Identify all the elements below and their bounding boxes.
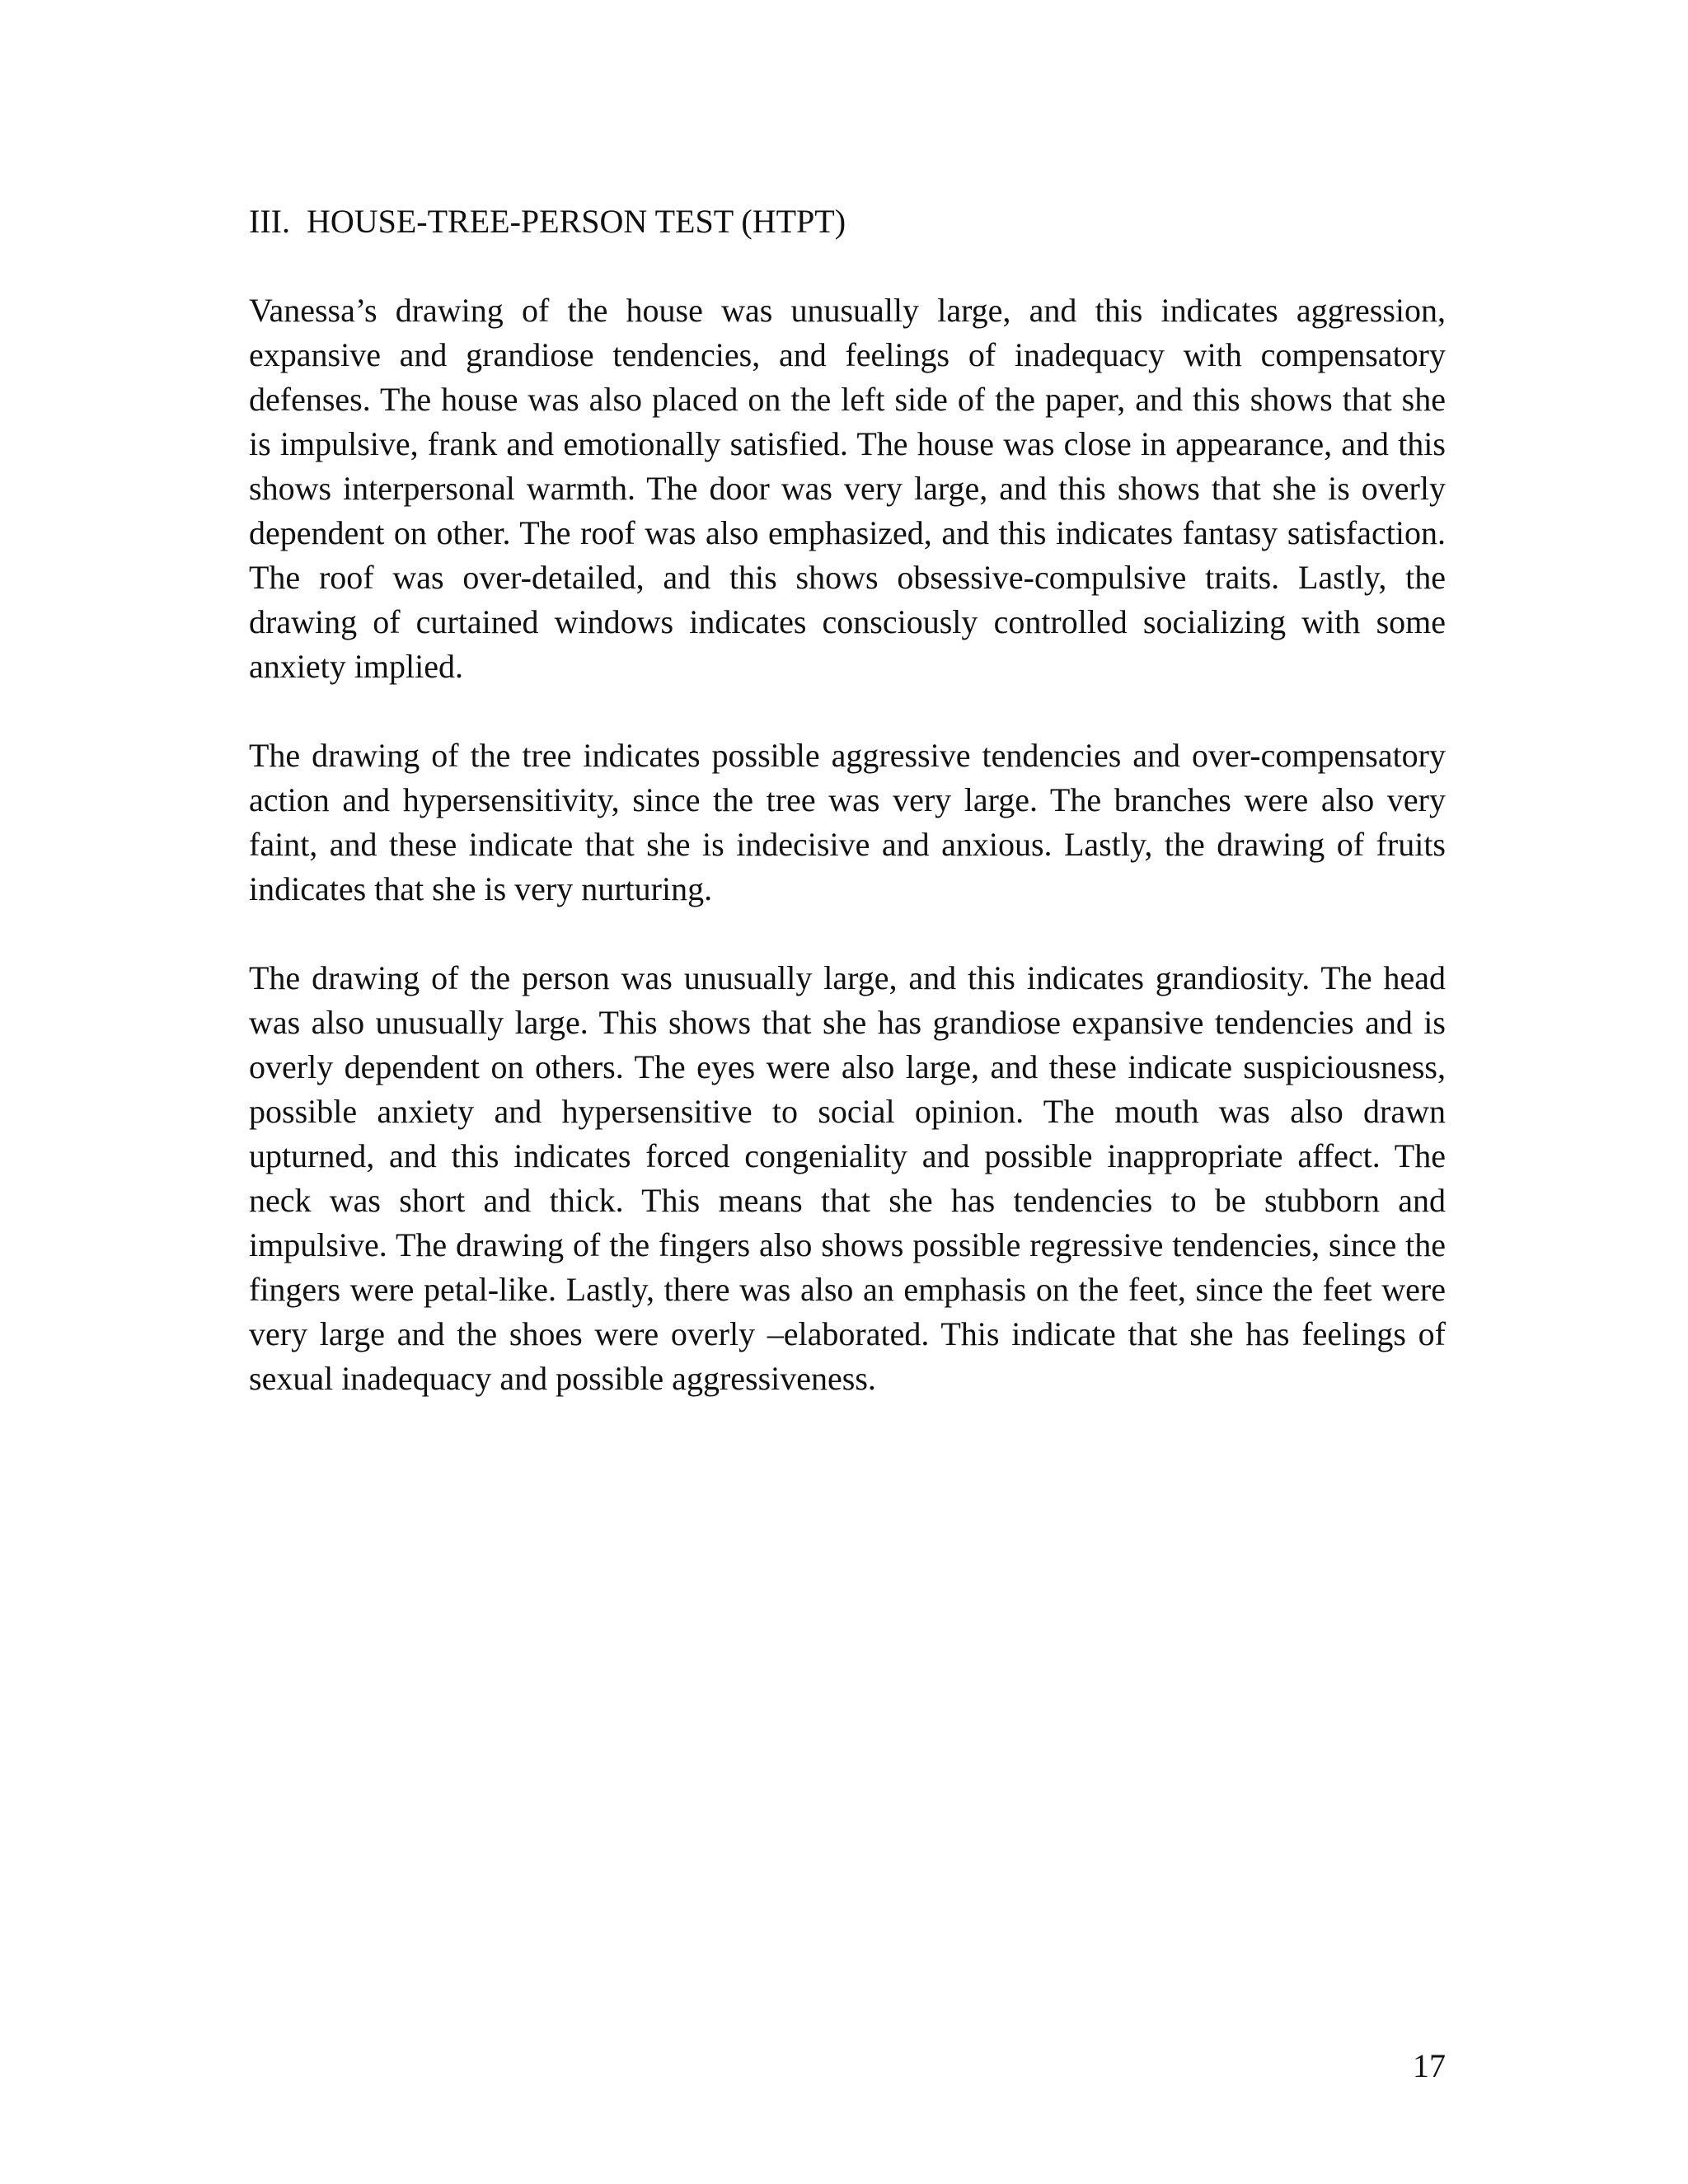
page-number: 17 [1413, 2047, 1446, 2084]
page-content [249, 199, 1446, 1401]
section-heading: III. HOUSE-TREE-PERSON TEST (HTPT) [249, 203, 846, 240]
paragraph-person: The drawing of the person was unusually large, and this indicates grandiosity. The head was also unusually large. This shows that she has grandiose expansive tendencies and is overly dependent on others. The eyes were also large, and these indicate suspiciousness, possible anxiety and hypersensitive to social opinion. The mouth was also drawn upturned, and this indicates forced congeniality and possible inappropriate affect. The neck was short and thick. This means that she has tendencies to be stubborn and impulsive. The drawing of the fingers also shows possible regressive tendencies, since the fingers were petal-like. Lastly, there was also an emphasis on the feet, since the feet were very large and the shoes were overly –elaborated. This indicate that she has feelings of sexual inadequacy and possible aggressiveness. [249, 959, 1446, 1397]
paragraph-tree: The drawing of the tree indicates possible aggressive tendencies and over-compensatory action and hypersensitivity, since the tree was very large. The branches were also very faint, and these indicate that she is indecisive and anxious. Lastly, the drawing of fruits indicates that she is very nurturing. [249, 737, 1446, 907]
paragraph-house: Vanessa’s drawing of the house was unusually large, and this indicates aggression, expansive and grandiose tendencies, and feelings of inadequacy with compensatory defenses. The house was also placed on the left side of the paper, and this shows that she is impulsive, frank and emotionally satisfied. The house was close in appearance, and this shows interpersonal warmth. The door was very large, and this shows that she is overly dependent on other. The roof was also emphasized, and this indicates fantasy satisfaction. The roof was over-detailed, and this shows obsessive-compulsive traits. Lastly, the drawing of curtained windows indicates consciously controlled socializing with some anxiety implied. [249, 292, 1446, 685]
